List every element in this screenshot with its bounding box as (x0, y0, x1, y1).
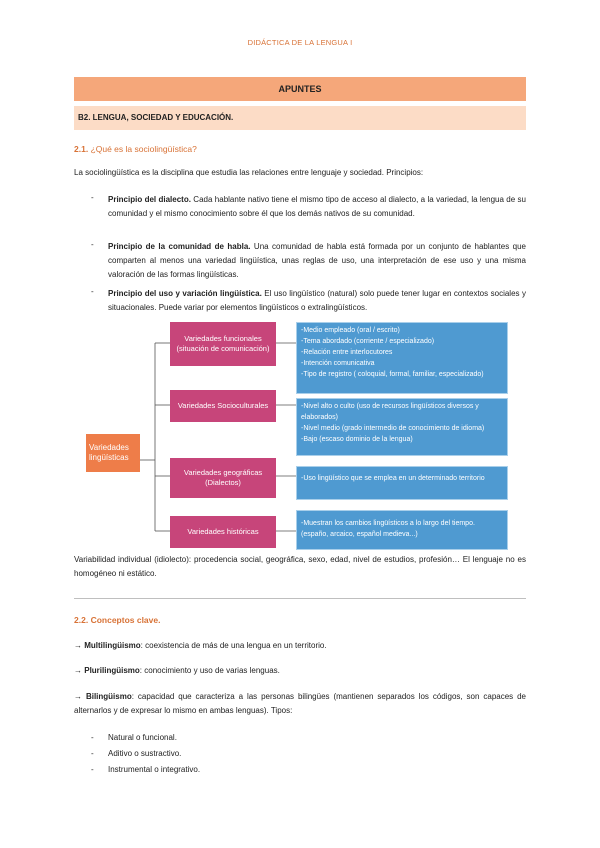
detail-item: -Medio empleado (oral / escrito) (301, 327, 400, 334)
section-1-title: ¿Qué es la sociolingüística? (90, 144, 197, 154)
concept-text: : conocimiento y uso de varias lenguas. (139, 666, 280, 675)
course-title: DIDÁCTICA DE LA LENGUA I (247, 38, 353, 47)
apuntes-band: APUNTES (74, 77, 526, 101)
diagram-branch-historicas: Variedades históricas (170, 516, 276, 548)
detail-item: -Uso lingüístico que se emplea en un determinado territorio (301, 475, 485, 482)
section-2-number: 2.2. (74, 615, 89, 625)
diagram-root-node: Variedades lingüísticas (86, 434, 140, 472)
principle-3-term: Principio del uso y variación lingüística. (108, 289, 262, 298)
principle-2-text: Una comunidad de habla está formada por un conjunto de hablantes que comparten al menos una variedad lingüística, unas reglas de uso, una interpretación de ese uso y una misma valoración de las formas lingüísticas. (108, 242, 526, 279)
principle-2-term: Principio de la comunidad de habla. (108, 242, 251, 251)
diagram-details-historicas (296, 510, 508, 550)
concept-multilinguismo (74, 641, 327, 650)
detail-item: -Nivel alto o culto (uso de recursos lingüísticos diversos y elaborados) (301, 403, 479, 421)
diagram-details-funcionales (296, 322, 508, 394)
detail-item: -Relación entre interlocutores (301, 349, 393, 356)
concept-plurilinguismo (74, 666, 280, 675)
section-2-title: Conceptos clave. (90, 615, 161, 625)
section-1-intro: La sociolingüística es la disciplina que estudia las relaciones entre lenguaje y sociedad. Principios: (74, 168, 424, 177)
detail-item: -Tipo de registro ( coloquial, formal, familiar, especializado) (301, 371, 484, 378)
arrow-icon: → (74, 641, 82, 650)
variability-paragraph: Variabilidad individual (idiolecto): procedencia social, geográfica, sexo, edad, nivel de estudios, profesión… El lenguaje no es homogéneo ni estático. (74, 555, 526, 578)
bullet-dash: - (91, 287, 94, 296)
concept-term: Multilingüismo (84, 641, 141, 650)
bullet-dash: - (91, 733, 94, 742)
type-item: Aditivo o sustractivo. (108, 749, 182, 758)
principle-3-text: El uso lingüístico (natural) solo puede tener lugar en contextos sociales y situacionales. Puede variar por elementos lingüísticos o extralingüísticos. (108, 289, 527, 312)
section-divider (74, 598, 526, 599)
arrow-icon: → (74, 666, 82, 675)
diagram-details-socioculturales (296, 398, 508, 456)
concept-bilinguismo (74, 690, 526, 718)
detail-item: -Nivel medio (grado intermedio de conocimiento de idioma) (301, 425, 485, 432)
detail-item: -Tema abordado (corriente / especializado) (301, 338, 435, 345)
section-1-number: 2.1. (74, 144, 89, 154)
concept-term: Plurilingüismo (84, 666, 140, 675)
diagram-branch-geograficas: Variedades geográficas (Dialectos) (170, 458, 276, 498)
principle-1-text: Cada hablante nativo tiene el mismo tipo de acceso al dialecto, a la variedad, la lengua de su comunidad y el mismo conocimiento sobre él que los demás nativos de su comunidad. (108, 195, 526, 218)
section-2-heading (74, 615, 160, 625)
block-title-band: B2. LENGUA, SOCIEDAD Y EDUCACIÓN. (74, 106, 526, 130)
detail-item: -Intención comunicativa (301, 360, 375, 367)
diagram-branch-funcionales: Variedades funcionales (situación de comunicación) (170, 322, 276, 366)
diagram-branch-socioculturales: Variedades Socioculturales (170, 390, 276, 422)
bullet-dash: - (91, 765, 94, 774)
detail-item: -Bajo (escaso dominio de la lengua) (301, 436, 413, 443)
bullet-dash: - (91, 193, 94, 202)
concept-term: Bilingüismo (85, 692, 132, 701)
concept-text: : coexistencia de más de una lengua en un territorio. (140, 641, 327, 650)
diagram-details-geograficas (296, 466, 508, 500)
type-item: Natural o funcional. (108, 733, 177, 742)
arrow-icon: → (74, 692, 82, 701)
bullet-dash: - (91, 240, 94, 249)
principle-1-term: Principio del dialecto. (108, 195, 191, 204)
type-item: Instrumental o integrativo. (108, 765, 201, 774)
detail-item: -Muestran los cambios lingüísticos a lo largo del tiempo. (españo, arcaico, español medieva...) (301, 520, 475, 538)
bullet-dash: - (91, 749, 94, 758)
concept-text: : capacidad que caracteriza a las personas bilingües (mantienen separados los códigos, son capaces de alternarlos y de expresar lo mismo en ambas lenguas). Tipos: (74, 692, 526, 715)
